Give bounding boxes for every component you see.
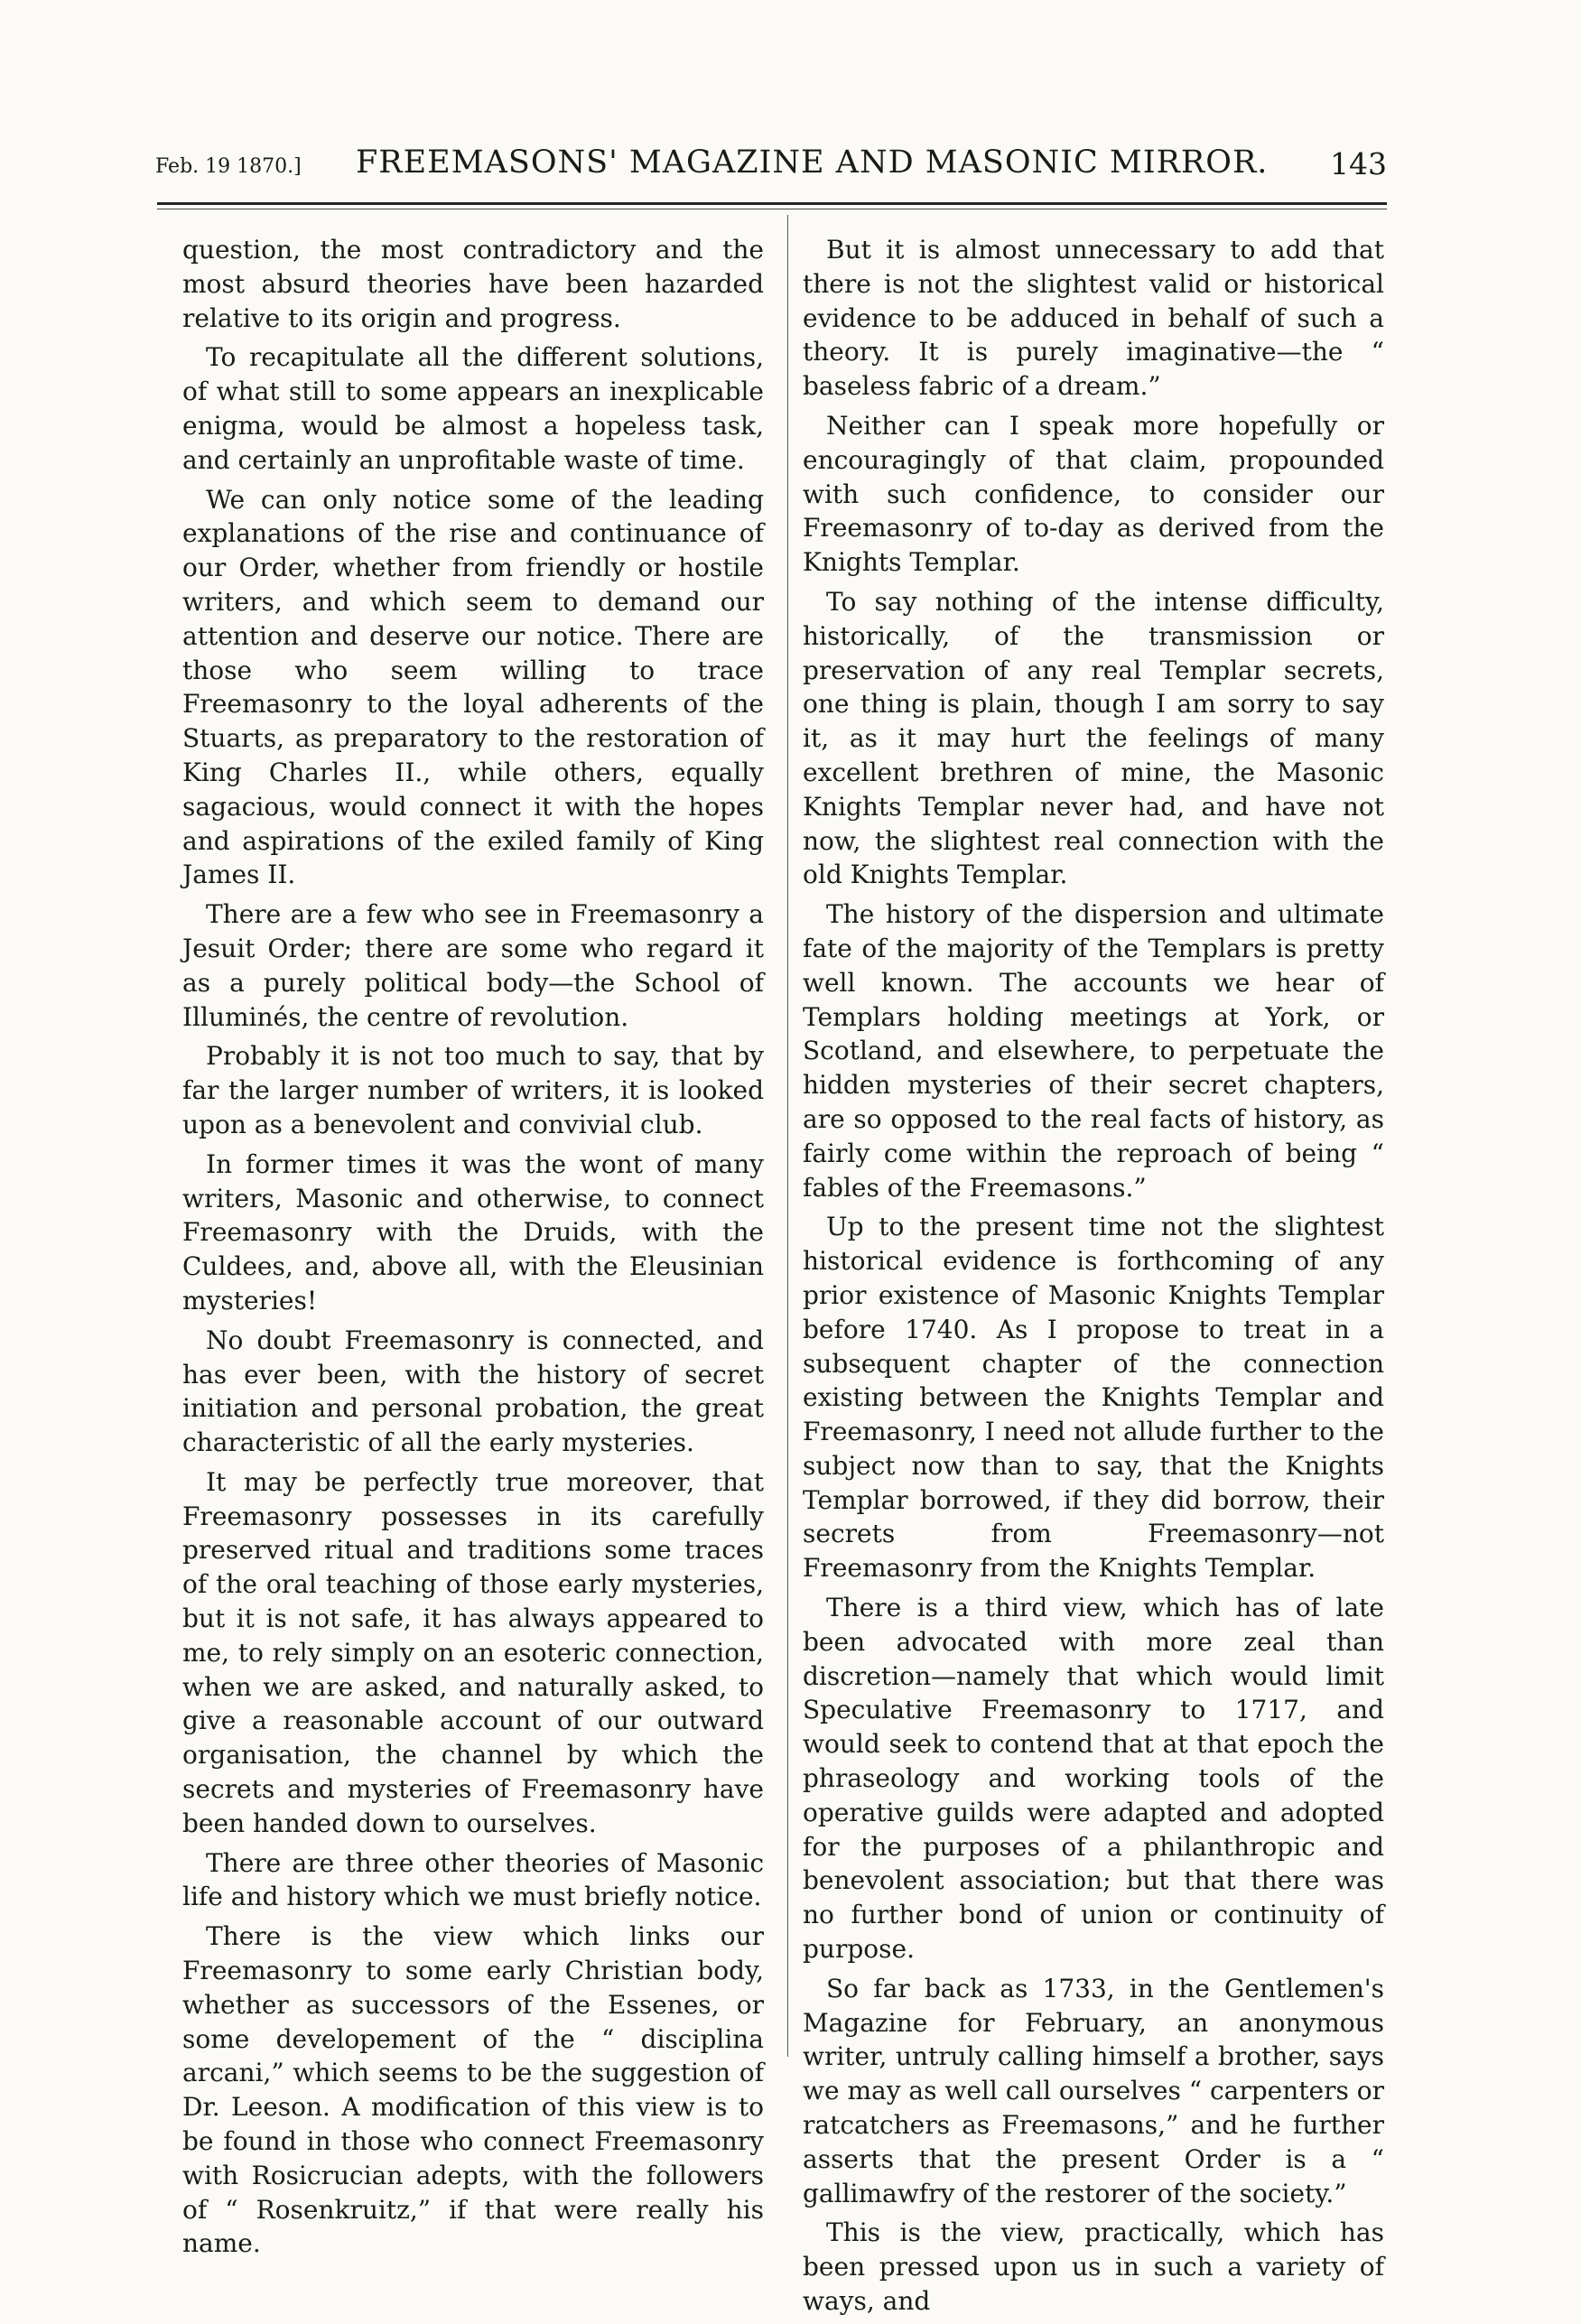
page-number: 143 [1330,146,1387,181]
paragraph: But it is almost unnecessary to add that there is not the slightest valid or historical evidence to be adduced in behalf of such a theory. It is purely imaginative—the “ baseless fabric of a dream.” [803,235,1384,402]
running-header [155,144,1387,188]
paragraph: So far back as 1733, in the Gentlemen's Magazine for February, an anonymous writer, untruly calling himself a brother, says we may as well call ourselves “ carpenters or ratcatchers as Freemasons,” and he further asserts that the present Order is a “ gallimawfry of the restorer of the society.” [803,1973,1384,2208]
paragraph: question, the most contradictory and the most absurd theories have been hazarded relative to its origin and progress. [182,235,764,333]
paragraph: There is the view which links our Freemasonry to some early Christian body, whether as successors of the Essenes, or some developement of the “ disciplina arcani,” which seems to be the suggestion of Dr. Leeson. A modification of this view is to be found in those who connect Freemasonry with Rosicrucian adepts, with the followers of “ Rosenkruitz,” if that were really his name. [182,1921,764,2259]
magazine-title: FREEMASONS' MAGAZINE AND MASONIC MIRROR. [356,144,1269,181]
right-column [803,233,1384,2324]
paragraph: The history of the dispersion and ultimate fate of the majority of the Templars is pretty well known. The accounts we hear of Templars holding meetings at York, or Scotland, and elsewhere, to perpetuate the hidden mysteries of their secret chapters, are so opposed to the real facts of history, as fairly come within the reproach of being “ fables of the Freemasons.” [803,899,1384,1203]
header-rule-thick [157,202,1387,205]
paragraph: It may be perfectly true moreover, that Freemasonry possesses in its carefully preserved ritual and traditions some traces of the oral teaching of those early mysteries, but it is not safe, it has always appeared to me, to rely simply on an esoteric connection, when we are asked, and naturally asked, to give a reasonable account of our outward organisation, the channel by which the secrets and mysteries of Freemasonry have been handed down to ourselves. [182,1466,764,1838]
paragraph: Probably it is not too much to say, that by far the larger number of writers, it is looked upon as a benevolent and convivial club. [182,1041,764,1139]
paragraph: There are three other theories of Masonic life and history which we must briefly notice. [182,1847,764,1912]
paragraph: There is a third view, which has of late been advocated with more zeal than discretion—namely that which would limit Speculative Freemasonry to 1717, and would seek to contend that at that epoch the phraseology and working tools of the operative guilds were adapted and adopted for the purposes of a philanthropic and benevolent association; but that there was no further bond of union or continuity of purpose. [803,1593,1384,1965]
paragraph: No doubt Freemasonry is connected, and has ever been, with the history of secret initiation and personal probation, the great characteristic of all the early mysteries. [182,1325,764,1458]
paragraph: In former times it was the wont of many writers, Masonic and otherwise, to connect Freemasonry with the Druids, with the Culdees, and, above all, with the Eleusinian mysteries! [182,1148,764,1315]
paragraph: Neither can I speak more hopefully or encouragingly of that claim, propounded with such confidence, to consider our Freemasonry of to-day as derived from the Knights Templar. [803,410,1384,578]
issue-date: Feb. 19 1870.] [155,155,302,178]
paragraph: This is the view, practically, which has been pressed upon us in such a variety of ways, and [803,2217,1384,2317]
paragraph: We can only notice some of the leading explanations of the rise and continuance of our Order, whether from friendly or hostile writers, and which seem to demand our attention and deserve our notice. There are those who seem willing to trace Freemasonry to the loyal adherents of the Stuarts, as preparatory to the restoration of King Charles II., while others, equally sagacious, would connect it with the hopes and aspirations of the exiled family of King James II. [182,484,764,890]
paragraph: To say nothing of the intense difficulty, historically, of the transmission or preservation of any real Templar secrets, one thing is plain, though I am sorry to say it, as it may hurt the feelings of many excellent brethren of mine, the Masonic Knights Templar never had, and have not now, the slightest real connection with the old Knights Templar. [803,586,1384,890]
left-column [182,233,764,2266]
column-divider [787,215,788,2057]
paragraph: There are a few who see in Freemasonry a Jesuit Order; there are some who regard it as a purely political body—the School of Illuminés, the centre of revolution. [182,899,764,1032]
paragraph: To recapitulate all the different solutions, of what still to some appears an inexplicable enigma, would be almost a hopeless task, and certainly an unprofitable waste of time. [182,342,764,475]
paragraph: Up to the present time not the slightest historical evidence is forthcoming of any prior existence of Masonic Knights Templar before 1740. As I propose to treat in a subsequent chapter of the connection existing between the Knights Templar and Freemasonry, I need not allude further to the subject now than to say, that the Knights Templar borrowed, if they did borrow, their secrets from Freemasonry—not Freemasonry from the Knights Templar. [803,1212,1384,1584]
